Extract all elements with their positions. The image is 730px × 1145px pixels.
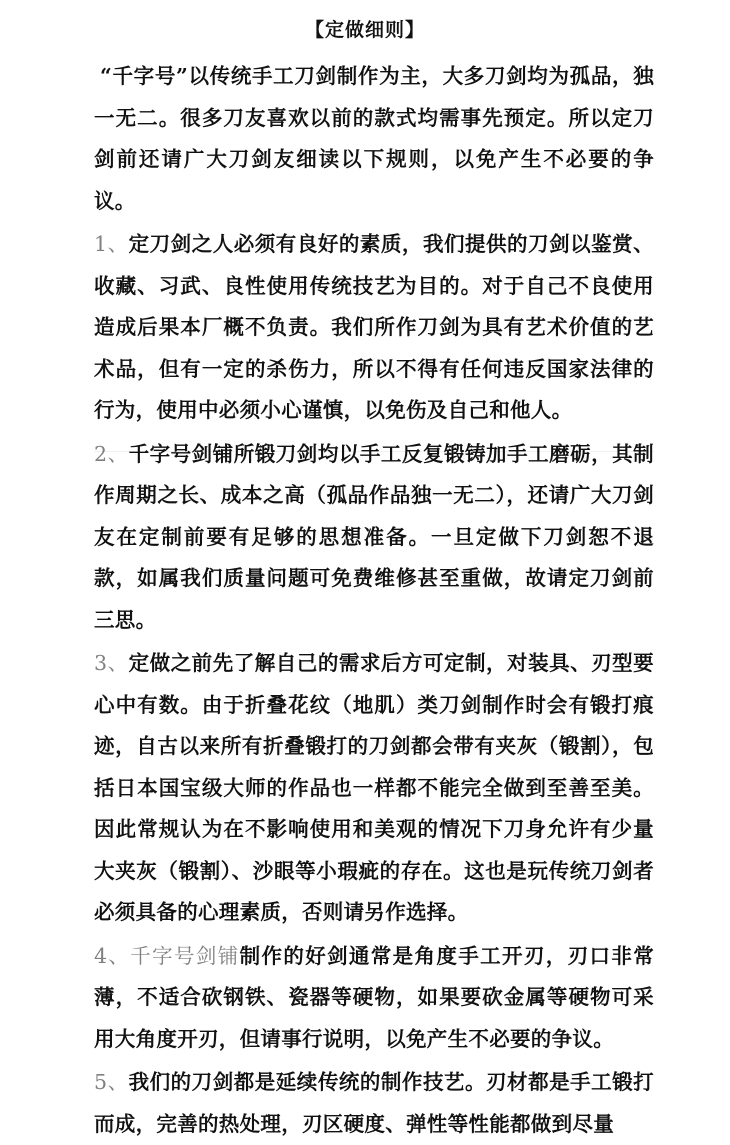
rule-number: 4、	[94, 943, 131, 968]
rule-paragraph-2	[94, 434, 654, 642]
rule-text: 千字号剑铺所锻刀剑均以手工反复锻铸加手工磨砺，其制作周期之长、成本之高（孤品作品独一无二），还请广大刀剑友在定制前要有足够的思想准备。一旦定做下刀剑恕不退款，如属我们质量问题可免费维修甚至重做，故请定刀剑前三思。	[94, 441, 654, 632]
rule-paragraph-5	[94, 1062, 654, 1145]
rule-number: 1、	[94, 232, 129, 256]
rule-paragraph-4	[94, 936, 654, 1061]
rule-paragraph-1	[94, 224, 654, 432]
shop-name: 千字号剑铺	[130, 943, 240, 968]
rule-text: 定做之前先了解自己的需求后方可定制，对装具、刃型要心中有数。由于折叠花纹（地肌）类刀剑制作时会有锻打痕迹，自古以来所有折叠锻打的刀剑都会带有夹灰（锻割），包括日本国宝级大师的作品也一样都不能完全做到至善至美。因此常规认为在不影响使用和美观的情况下刀身允许有少量大夹灰（锻割）、沙眼等小瑕疵的存在。这也是玩传统刀剑者必须具备的心理素质，否则请另作选择。	[94, 651, 654, 924]
rule-text: 定刀剑之人必须有良好的素质，我们提供的刀剑以鉴赏、收藏、习武、良性使用传统技艺为目的。对于自己不良使用造成后果本厂概不负责。我们所作刀剑为具有艺术价值的艺术品，但有一定的杀伤力，所以不得有任何违反国家法律的行为，使用中必须小心谨慎，以免伤及自己和他人。	[94, 232, 654, 422]
rule-number: 3、	[94, 651, 129, 675]
rule-number: 5、	[94, 1070, 129, 1094]
rule-number: 2、	[94, 441, 129, 466]
document-body	[94, 56, 654, 1145]
rule-paragraph-3	[94, 643, 654, 934]
document-title: 【定做细则】	[304, 19, 425, 41]
intro-paragraph: “千字号”以传统手工刀剑制作为主，大多刀剑均为孤品，独一无二。很多刀友喜欢以前的款式均需事先预定。所以定刀剑前还请广大刀剑友细读以下规则，以免产生不必要的争议。	[94, 64, 654, 213]
rule-text: 我们的刀剑都是延续传统的制作技艺。刃材都是手工锻打而成，完善的热处理，刃区硬度、弹性等性能都做到尽量	[94, 1070, 654, 1136]
rule-text: 制作的好剑通常是角度手工开刃，刃口非常薄，不适合砍钢铁、瓷器等硬物，如果要砍金属等硬物可采用大角度开刃，但请事行说明，以免产生不必要的争议。	[94, 943, 654, 1051]
